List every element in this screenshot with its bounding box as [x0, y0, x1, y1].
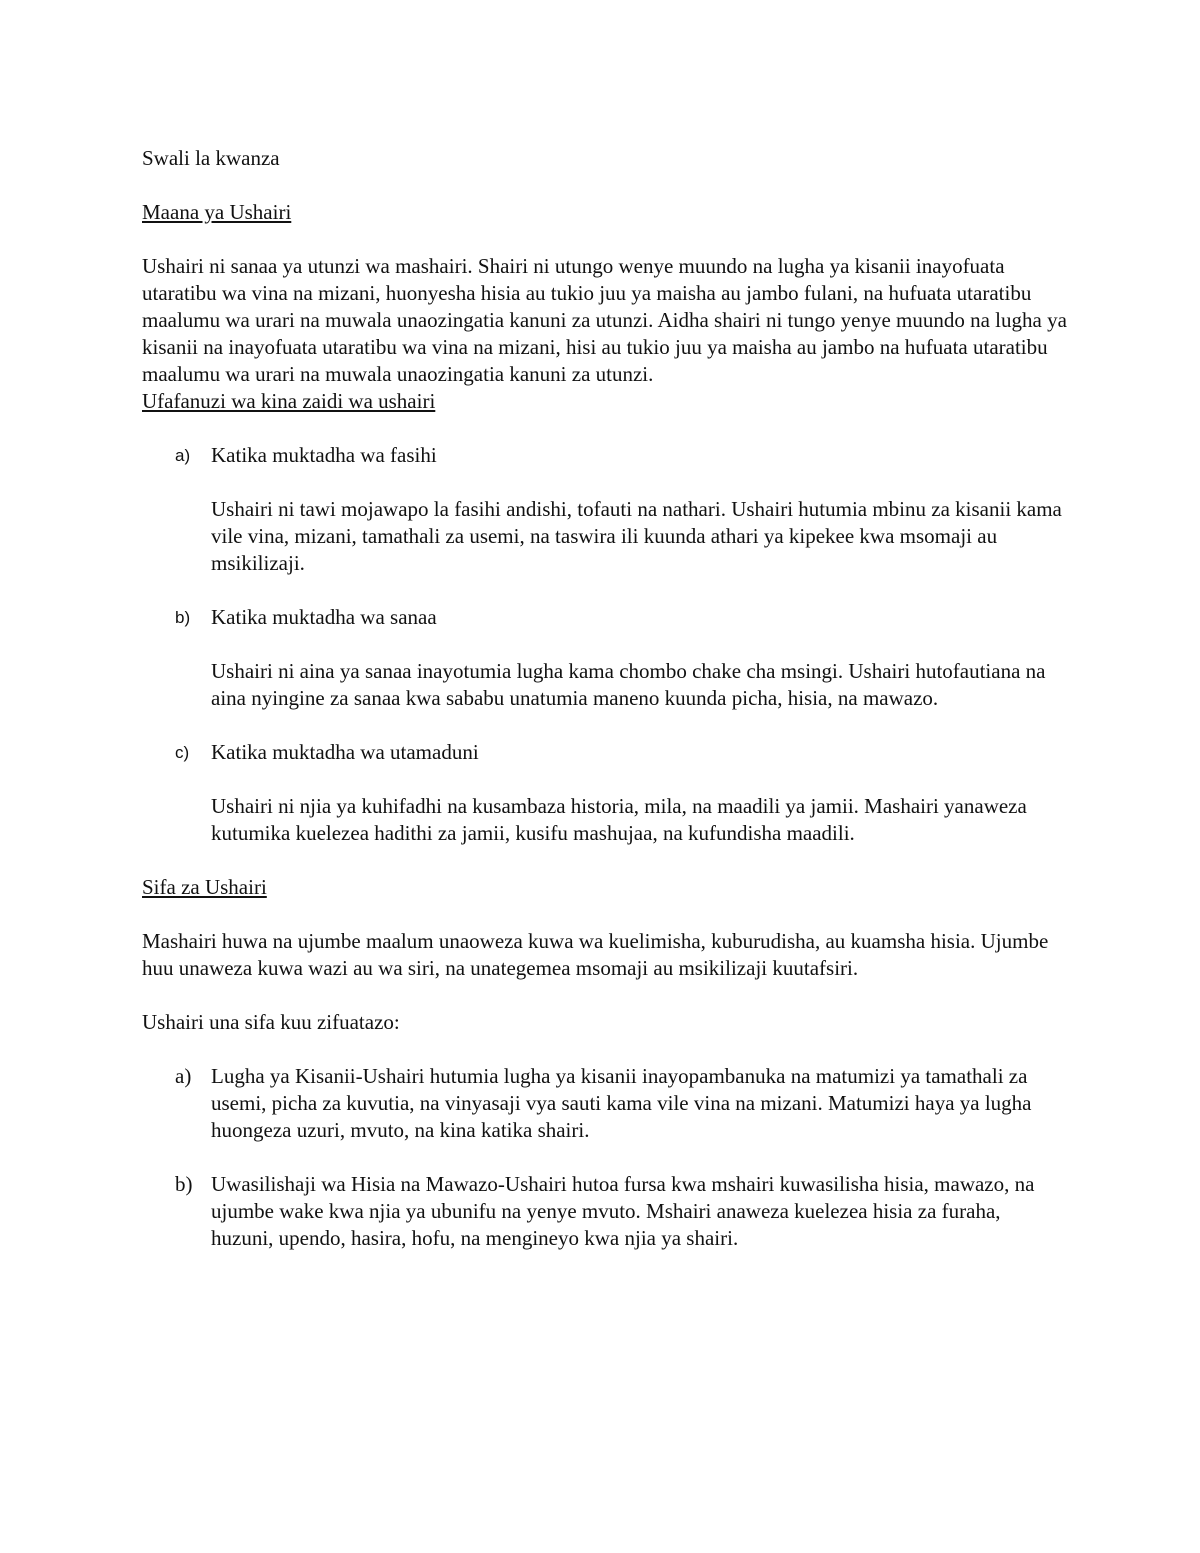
meaning-heading: Maana ya Ushairi	[142, 200, 292, 224]
spacer	[142, 766, 1067, 793]
spacer	[142, 172, 1067, 199]
spacer	[142, 712, 1067, 739]
meaning-paragraph: Ushairi ni sanaa ya utunzi wa mashairi. Shairi ni utungo wenye muundo na lugha ya kisanii inayofuata utaratibu wa vina na mizani, huonyesha hisia au tukio juu ya maisha au jambo fulani, na hufuata utaratibu maalumu wa urari na muwala unaozingatia kanuni za utunzi. Aidha shairi ni tungo yenye muundo na lugha ya kisanii na inayofuata utaratibu wa vina na mizani, hisi au tukio juu ya maisha au jambo na hufuata utaratibu maalumu wa urari na muwala unaozingatia kanuni za utunzi.	[142, 254, 1067, 386]
spacer	[142, 226, 1067, 253]
spacer	[142, 1144, 1067, 1171]
spacer	[142, 982, 1067, 1009]
features-intro: Ushairi una sifa kuu zifuatazo:	[142, 1010, 400, 1034]
spacer	[142, 631, 1067, 658]
context-item	[142, 442, 1067, 469]
list-marker: b)	[175, 1172, 193, 1196]
features-heading: Sifa za Ushairi	[142, 875, 267, 899]
list-marker: b)	[175, 608, 191, 627]
list-marker: c)	[175, 743, 190, 762]
question-title: Swali la kwanza	[142, 146, 280, 170]
list-marker: a)	[175, 1064, 192, 1088]
spacer	[142, 577, 1067, 604]
spacer	[142, 469, 1067, 496]
context-title: Katika muktadha wa utamaduni	[211, 740, 479, 764]
spacer	[142, 847, 1067, 874]
context-item	[142, 604, 1067, 631]
features-paragraph: Mashairi huwa na ujumbe maalum unaoweza kuwa wa kuelimisha, kuburudisha, au kuamsha hisia. Ujumbe huu unaweza kuwa wazi au wa siri, na unategemea msomaji au msikilizaji kuutafsiri.	[142, 929, 1049, 980]
feature-text: Uwasilishaji wa Hisia na Mawazo-Ushairi hutoa fursa kwa mshairi kuwasilisha hisia, mawazo, na ujumbe wake kwa njia ya ubunifu na yenye mvuto. Mshairi anaweza kuelezea hisia za furaha, huzuni, upendo, hasira, hofu, na mengineyo kwa njia ya shairi.	[211, 1172, 1035, 1250]
feature-item	[142, 1171, 1067, 1252]
context-body: Ushairi ni tawi mojawapo la fasihi andishi, tofauti na nathari. Ushairi hutumia mbinu za kisanii kama vile vina, mizani, tamathali za usemi, na taswira ili kuunda athari ya kipekee kwa msomaji au msikilizaji.	[211, 497, 1062, 575]
feature-text: Lugha ya Kisanii-Ushairi hutumia lugha ya kisanii inayopambanuka na matumizi ya tamathali za usemi, picha za kuvutia, na vinyasaji vya sauti kama vile vina na mizani. Matumizi haya ya lugha huongeza uzuri, mvuto, na kina katika shairi.	[211, 1064, 1032, 1142]
context-body: Ushairi ni njia ya kuhifadhi na kusambaza historia, mila, na maadili ya jamii. Mashairi yanaweza kutumika kuelezea hadithi za jamii, kusifu mashujaa, na kufundisha maadili.	[211, 794, 1027, 845]
list-marker: a)	[175, 446, 191, 465]
explanation-heading: Ufafanuzi wa kina zaidi wa ushairi	[142, 389, 436, 413]
document-page	[142, 145, 1067, 1252]
context-title: Katika muktadha wa fasihi	[211, 443, 437, 467]
context-item	[142, 739, 1067, 766]
feature-item	[142, 1063, 1067, 1144]
spacer	[142, 901, 1067, 928]
context-title: Katika muktadha wa sanaa	[211, 605, 437, 629]
spacer	[142, 415, 1067, 442]
spacer	[142, 1036, 1067, 1063]
context-body: Ushairi ni aina ya sanaa inayotumia lugha kama chombo chake cha msingi. Ushairi hutofautiana na aina nyingine za sanaa kwa sababu unatumia maneno kuunda picha, hisia, na mawazo.	[211, 659, 1046, 710]
